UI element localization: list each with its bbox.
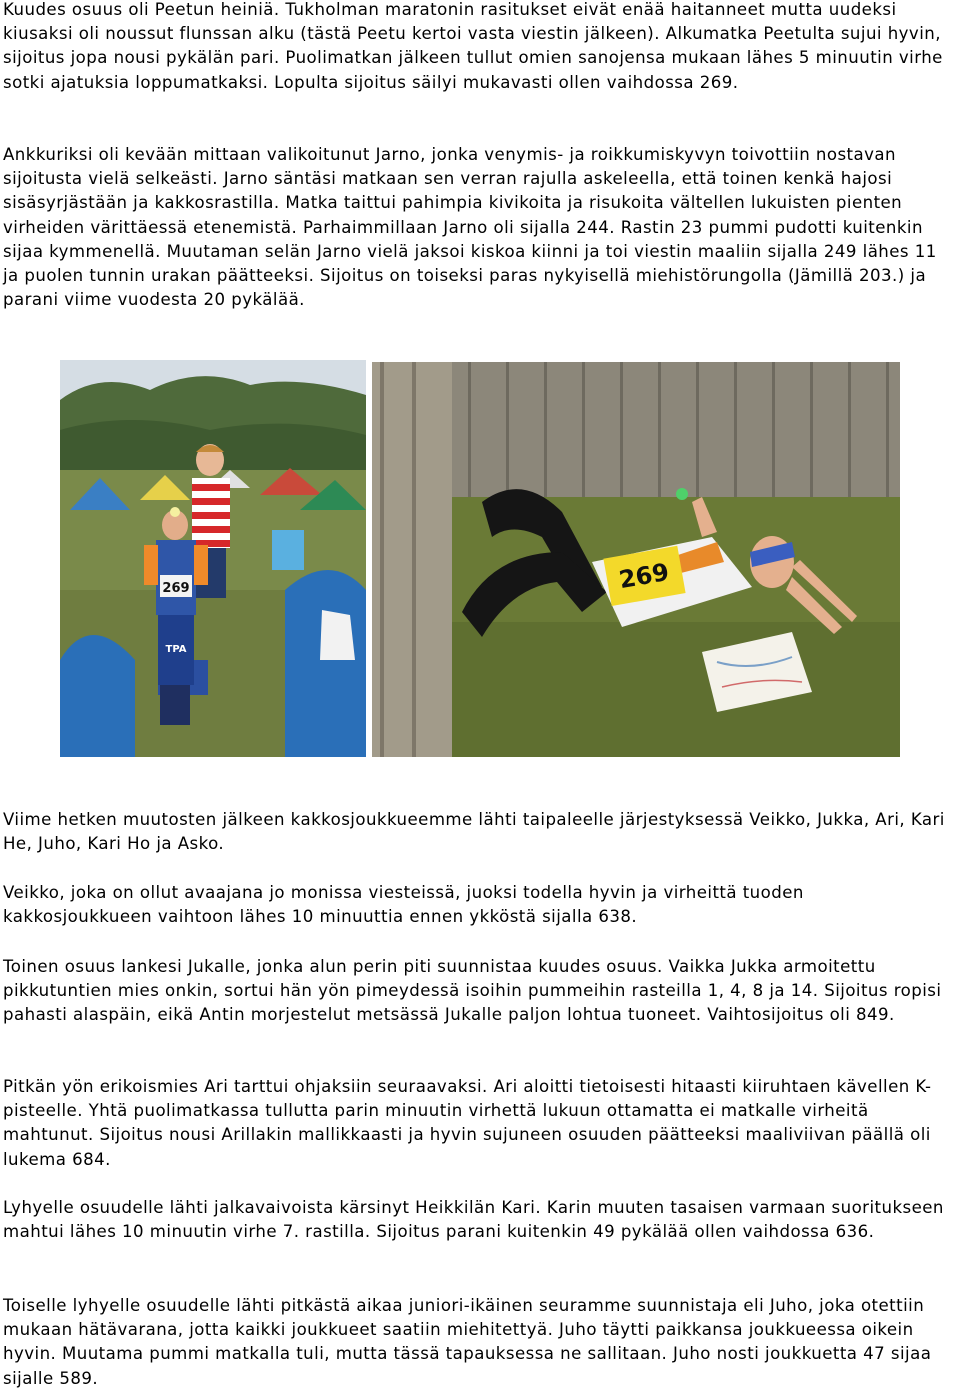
paragraph-kari-he: Lyhyelle osuudelle lähti jalkavaivoista kärsinyt Heikkilän Kari. Karin muuten tasaisen varmaan suoritukseen mahtui lähes 10 minuutin virhe 7. rastilla. Sijoitus parani kuitenkin 49 pykälää ollen vaihdossa 636. <box>3 1198 944 1242</box>
camp-scene-illustration <box>60 360 366 757</box>
paragraph-peetu: Kuudes osuus oli Peetun heiniä. Tukholman maratonin rasitukset eivät enää haitanneet mutta uudeksi kiusaksi oli noussut flunssan alku (tästä Peetu kertoi vasta viestin jälkeen). Alkumatka Peetulta sujui hyvin, sijoitus jopa nousi pykälän pari. Puolimatkan jälkeen tullut omien sanojensa mukaan lähes 5 minuutin virhe sotki ajatuksia loppumatkaksi. Lopulta sijoitus säilyi mukavasti ollen vaihdossa 269. <box>3 0 943 92</box>
paragraph-team-order: Viime hetken muutosten jälkeen kakkosjoukkueemme lähti taipaleelle järjestyksessä Veikko, Jukka, Ari, Kari He, Juho, Kari Ho ja Asko. <box>3 810 945 854</box>
runner-resting-illustration <box>372 362 900 757</box>
paragraph-juho: Toiselle lyhyelle osuudelle lähti pitkästä aikaa juniori-ikäinen seuramme suunnistaja eli Juho, joka otettiin mukaan hätävarana, jotta kaikki joukkueet saatiin miehitettyä. Juho täytti paikkansa joukkueessa oikein hyvin. Muutama pummi matkalla tuli, mutta tässä tapauksessa ne sallitaan. Juho nosti joukkuetta 47 sijaa sijalle 589. <box>3 1296 932 1388</box>
paragraph-jarno: Ankkuriksi oli kevään mittaan valikoitunut Jarno, jonka venymis- ja roikkumiskyvyn toivottiin nostavan sijoitusta vielä selkeästi. Jarno säntäsi matkaan sen verran rajulla askeleella, että toinen kenkä hajosi sisäsyrjästään ja kakkosrastilla. Matka taittui pahimpia kivikoita ja risukoita vältellen lukuisten pienten virheiden värittäessä etenemistä. Parhaimmillaan Jarno oli sijalla 244. Rastin 23 pummi pudotti kuitenkin sijaa kymmenellä. Muutaman selän Jarno vielä jaksoi kiskoa kiinni ja toi viestin maaliin sijalla 249 lähes 11 ja puolen tunnin urakan päätteeksi. Sijoitus on toiseksi paras nykyisellä miehistörungolla (Jämillä 203.) ja parani viime vuodesta 20 pykälää. <box>3 145 937 310</box>
paragraph-veikko: Veikko, joka on ollut avaajana jo monissa viesteissä, juoksi todella hyvin ja virheittä tuoden kakkosjoukkueen vaihtoon lähes 10 minuuttia ennen ykköstä sijalla 638. <box>3 883 804 927</box>
photo-camp-scene <box>60 360 366 757</box>
paragraph-jukka: Toinen osuus lankesi Jukalle, jonka alun perin piti suunnistaa kuudes osuus. Vaikka Jukka armoitettu pikkutuntien mies onkin, sortui hän yön pimeydessä isoihin pummeihin rasteilla 1, 4, 8 ja 14. Sijoitus ropisi pahasti alaspäin, eikä Antin morjestelut metsässä Jukalle paljon lohtua tuoneet. Vaihtosijoitus oli 849. <box>3 957 942 1025</box>
left-chest-print: TPA <box>165 644 187 655</box>
left-bib-number: 269 <box>162 581 190 596</box>
photo-runner-resting <box>372 362 900 757</box>
right-bib-number: 269 <box>616 557 672 595</box>
paragraph-ari: Pitkän yön erikoismies Ari tarttui ohjaksiin seuraavaksi. Ari aloitti tietoisesti hitaasti kiiruhtaen kävellen K-pisteelle. Yhtä puolimatkassa tullutta parin minuutin virhettä lukuun ottamatta ei matkalle virheitä mahtunut. Sijoitus nousi Arillakin mallikkaasti ja hyvin sujuneen osuuden päätteeksi maaliviivan päällä oli lukema 684. <box>3 1077 932 1169</box>
